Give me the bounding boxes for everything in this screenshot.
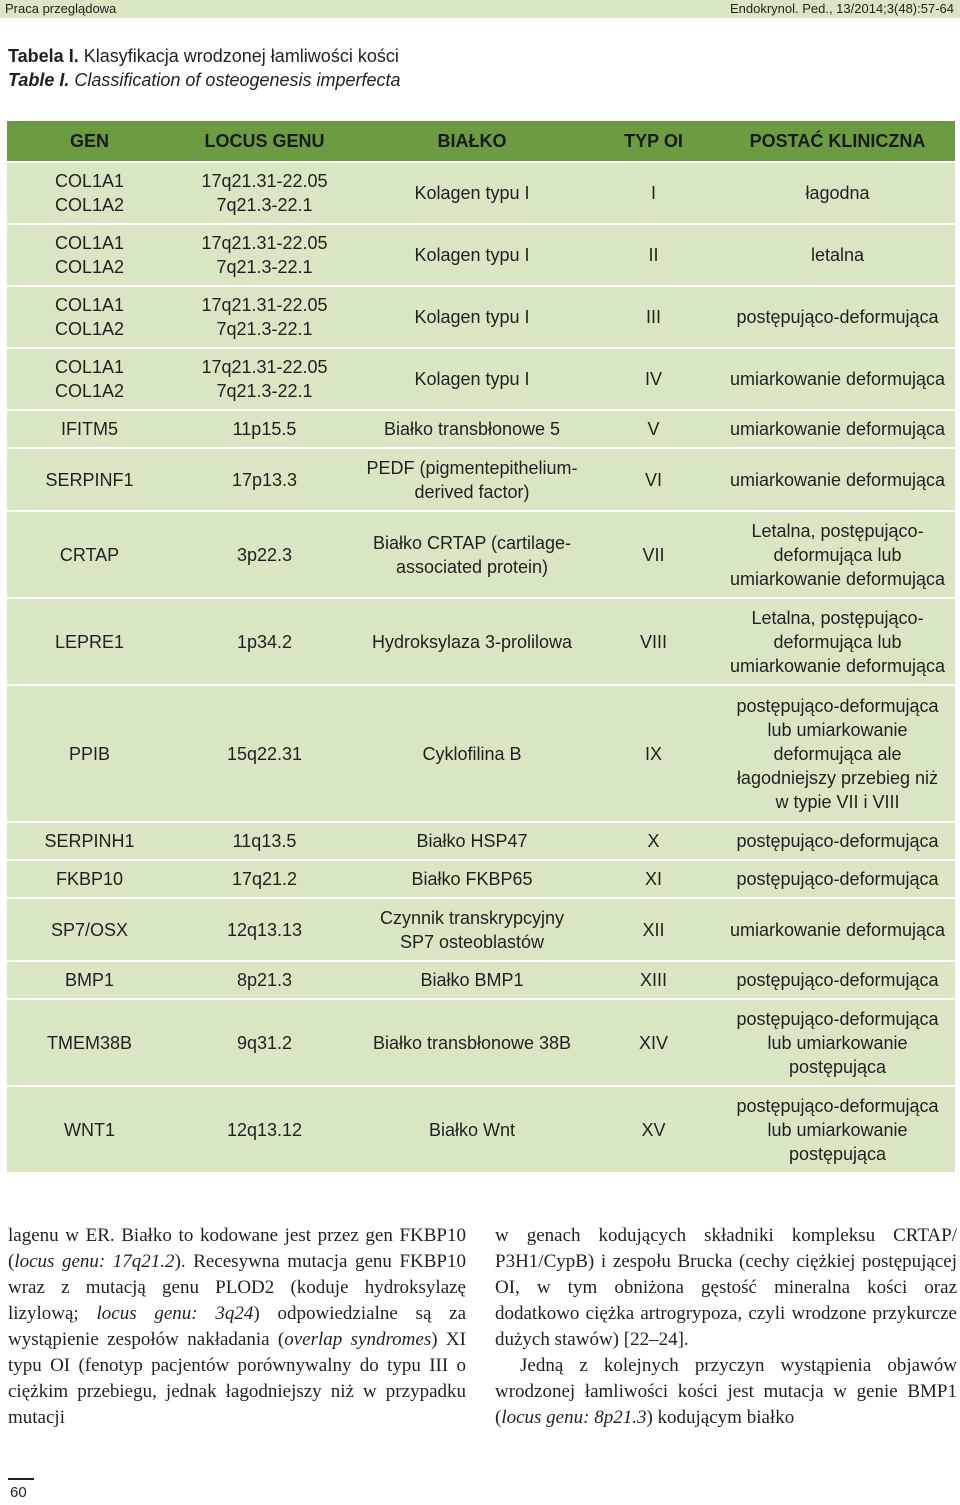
table-row <box>7 598 955 685</box>
table-row <box>7 860 955 898</box>
cell-line: Białko transbłonowe 38B <box>372 1032 572 1053</box>
cell-line: lub umiarkowanie <box>767 719 908 740</box>
cell-line: 17q21.31-22.05 <box>201 295 328 315</box>
cell-oi-type: III <box>587 286 720 348</box>
cell-line: derived factor) <box>414 481 530 502</box>
cell-locus <box>172 511 357 598</box>
paragraph: lagenu w ER. Białko to kodowane jest przez gen FKBP10 (locus genu: 17q21.2). Recesywna mutacja genu FKBP10 wraz z mutacją genu PLOD2 (koduje hydroksylazę lizylową; locus genu: 3q24) odpowiedzialne są za wystąpienie zespołów nakładania (overlap syndromes) XI typu OI (fenotyp pacjentów porównywalny do typu III o ciężkim przebiegu, jednak łagodniejszy niż w przypadku mutacji <box>8 1225 467 1428</box>
cell-gene <box>7 348 172 410</box>
cell-line: letalna <box>810 245 865 265</box>
cell-line: postępująco-deformująca <box>736 970 939 990</box>
header-clinical-form: POSTAĆ KLINICZNA <box>720 121 955 162</box>
table-row <box>7 348 955 410</box>
paragraph: w genach kodujących składniki kompleksu CRTAP/ P3H1/CypB) i zespołu Brucka (cechy ciężkiej postępującej OI, w tym obniżona gęstość mineralna kości oraz dodatkowo ciężka artrogrypoza, czyli wrodzone przykurcze dużych stawów) [22–24]. <box>495 1225 957 1350</box>
cell-line: 17q21.31-22.05 <box>201 357 328 377</box>
cell-protein <box>357 162 587 224</box>
cell-locus <box>172 1086 357 1173</box>
cell-protein <box>357 224 587 286</box>
cell-line: umiarkowanie deformująca <box>729 655 946 676</box>
cell-line: 12q13.13 <box>226 919 303 940</box>
cell-protein <box>357 999 587 1086</box>
cell-oi-type: IV <box>587 348 720 410</box>
cell-line: WNT1 <box>64 1119 115 1140</box>
cell-locus <box>172 898 357 961</box>
cell-line: Kolagen typu I <box>414 369 530 389</box>
cell-gene <box>7 898 172 961</box>
cell-line: postępująco-deformująca <box>736 869 939 889</box>
cell-clinical-form <box>720 999 955 1086</box>
cell-protein <box>357 410 587 448</box>
cell-clinical-form <box>720 898 955 961</box>
cell-line: PPIB <box>68 743 111 764</box>
table-row <box>7 898 955 961</box>
cell-line: SERPINF1 <box>45 469 134 490</box>
cell-line: 7q21.3-22.1 <box>216 319 313 339</box>
cell-gene <box>7 410 172 448</box>
classification-table <box>7 121 955 1174</box>
cell-line: 7q21.3-22.1 <box>216 195 313 215</box>
cell-protein <box>357 860 587 898</box>
cell-line: umiarkowanie deformująca <box>729 469 946 490</box>
cell-line: Białko BMP1 <box>420 970 524 990</box>
table-row <box>7 410 955 448</box>
cell-oi-type: VI <box>587 448 720 511</box>
cell-gene <box>7 598 172 685</box>
table-row <box>7 999 955 1086</box>
cell-line: 11p15.5 <box>232 419 297 439</box>
cell-line: SERPINH1 <box>44 831 135 851</box>
cell-line: TMEM38B <box>46 1032 133 1053</box>
cell-clinical-form <box>720 961 955 999</box>
cell-gene <box>7 685 172 822</box>
cell-locus <box>172 448 357 511</box>
journal-reference: Endokrynol. Ped., 13/2014;3(48):57-64 <box>729 1 954 16</box>
cell-line: COL1A2 <box>54 319 125 339</box>
cell-line: Hydroksylaza 3-prolilowa <box>371 631 573 652</box>
cell-line: SP7 osteoblastów <box>399 931 545 952</box>
cell-line: Kolagen typu I <box>414 183 530 203</box>
cell-line: deformująca ale <box>773 743 902 764</box>
paragraph: Jedną z kolejnych przyczyn wystąpienia objawów wrodzonej łamliwości kości jest mutacja w genie BMP1 (locus genu: 8p21.3) kodującym białko <box>495 1355 957 1428</box>
table-row <box>7 961 955 999</box>
cell-protein <box>357 898 587 961</box>
cell-line: 8p21.3 <box>236 970 293 990</box>
cell-clinical-form <box>720 448 955 511</box>
table-row <box>7 162 955 224</box>
cell-line: FKBP10 <box>55 869 124 889</box>
cell-line: COL1A1 <box>54 357 125 377</box>
cell-oi-type: IX <box>587 685 720 822</box>
page-number: 60 <box>10 1484 27 1501</box>
cell-line: Białko Wnt <box>428 1119 516 1140</box>
cell-line: Białko transbłonowe 5 <box>383 419 561 439</box>
cell-line: 12q13.12 <box>226 1119 303 1140</box>
cell-oi-type: V <box>587 410 720 448</box>
cell-gene <box>7 224 172 286</box>
table-row <box>7 822 955 860</box>
cell-oi-type: XV <box>587 1086 720 1173</box>
cell-clinical-form <box>720 410 955 448</box>
cell-line: deformująca lub <box>773 544 902 565</box>
table-caption-polish <box>8 46 399 67</box>
cell-gene <box>7 162 172 224</box>
cell-gene <box>7 860 172 898</box>
cell-clinical-form <box>720 860 955 898</box>
cell-line: Kolagen typu I <box>414 245 530 265</box>
cell-protein <box>357 598 587 685</box>
header-locus: LOCUS GENU <box>172 121 357 162</box>
table-row <box>7 685 955 822</box>
cell-locus <box>172 822 357 860</box>
table-row <box>7 511 955 598</box>
cell-oi-type: XIII <box>587 961 720 999</box>
cell-oi-type: XI <box>587 860 720 898</box>
cell-clinical-form <box>720 511 955 598</box>
table-header-row <box>7 121 955 162</box>
cell-locus <box>172 286 357 348</box>
cell-locus <box>172 685 357 822</box>
cell-gene <box>7 448 172 511</box>
cell-protein <box>357 961 587 999</box>
cell-line: w typie VII i VIII <box>775 791 900 812</box>
cell-line: Kolagen typu I <box>414 307 530 327</box>
cell-protein <box>357 286 587 348</box>
header-gen: GEN <box>7 121 172 162</box>
cell-line: LEPRE1 <box>54 631 125 652</box>
cell-clinical-form <box>720 598 955 685</box>
cell-gene <box>7 999 172 1086</box>
cell-line: COL1A1 <box>54 171 125 191</box>
cell-line: 17q21.31-22.05 <box>201 233 328 253</box>
table-row <box>7 224 955 286</box>
cell-line: 1p34.2 <box>236 631 293 652</box>
cell-oi-type: I <box>587 162 720 224</box>
table-row <box>7 448 955 511</box>
cell-line: Białko FKBP65 <box>411 869 533 889</box>
cell-line: PEDF (pigmentepithelium- <box>366 457 578 478</box>
cell-gene <box>7 961 172 999</box>
body-column-right <box>495 1223 957 1431</box>
cell-line: 11q13.5 <box>232 831 297 851</box>
cell-line: 9q31.2 <box>236 1032 293 1053</box>
cell-locus <box>172 598 357 685</box>
cell-line: umiarkowanie deformująca <box>729 369 946 389</box>
table-row <box>7 286 955 348</box>
cell-line: umiarkowanie deformująca <box>729 419 946 439</box>
cell-protein <box>357 822 587 860</box>
caption-label-en: Table I. <box>8 70 70 90</box>
cell-line: Cyklofilina B <box>422 743 522 764</box>
cell-line: 7q21.3-22.1 <box>216 381 313 401</box>
caption-text-en: Classification of osteogenesis imperfecta <box>74 70 401 90</box>
cell-line: Letalna, postępująco- <box>751 520 924 541</box>
cell-line: associated protein) <box>395 556 549 577</box>
cell-oi-type: II <box>587 224 720 286</box>
header-protein: BIAŁKO <box>357 121 587 162</box>
cell-line: Letalna, postępująco- <box>751 607 924 628</box>
body-column-left <box>8 1223 466 1431</box>
cell-line: IFITM5 <box>61 419 118 439</box>
cell-oi-type: VII <box>587 511 720 598</box>
cell-line: postępująco-deformująca <box>736 1095 939 1116</box>
cell-oi-type: XII <box>587 898 720 961</box>
cell-line: lub umiarkowanie <box>767 1119 908 1140</box>
cell-line: 17q21.31-22.05 <box>201 171 328 191</box>
cell-protein <box>357 348 587 410</box>
cell-gene <box>7 286 172 348</box>
cell-gene <box>7 1086 172 1173</box>
cell-line: CRTAP <box>59 544 120 565</box>
header-oi-type: TYP OI <box>587 121 720 162</box>
cell-locus <box>172 348 357 410</box>
cell-clinical-form <box>720 224 955 286</box>
table-body <box>7 162 955 1173</box>
cell-line: postępująco-deformująca <box>736 831 939 851</box>
cell-line: postępująca <box>788 1143 887 1164</box>
cell-protein <box>357 448 587 511</box>
cell-line: 15q22.31 <box>226 743 303 764</box>
cell-locus <box>172 162 357 224</box>
cell-protein <box>357 685 587 822</box>
cell-line: COL1A1 <box>54 233 125 253</box>
table-row <box>7 1086 955 1173</box>
cell-line: 17p13.3 <box>231 469 298 490</box>
cell-line: COL1A1 <box>54 295 125 315</box>
cell-clinical-form <box>720 822 955 860</box>
caption-label-pl: Tabela I. <box>8 46 79 66</box>
cell-clinical-form <box>720 685 955 822</box>
cell-line: postępująco-deformująca <box>736 1008 939 1029</box>
cell-locus <box>172 961 357 999</box>
cell-line: postępująca <box>788 1056 887 1077</box>
section-label: Praca przeglądowa <box>5 1 117 16</box>
cell-gene <box>7 511 172 598</box>
cell-line: łagodna <box>805 183 870 203</box>
cell-protein <box>357 511 587 598</box>
cell-line: lub umiarkowanie <box>767 1032 908 1053</box>
cell-gene <box>7 822 172 860</box>
cell-line: deformująca lub <box>773 631 902 652</box>
cell-line: COL1A2 <box>54 195 125 215</box>
cell-oi-type: VIII <box>587 598 720 685</box>
cell-line: SP7/OSX <box>50 919 129 940</box>
cell-clinical-form <box>720 286 955 348</box>
running-header <box>0 0 960 18</box>
cell-locus <box>172 410 357 448</box>
cell-locus <box>172 999 357 1086</box>
cell-line: BMP1 <box>64 970 115 990</box>
cell-line: łagodniejszy przebieg niż <box>736 767 939 788</box>
footer-rule <box>8 1478 34 1480</box>
cell-line: 3p22.3 <box>236 544 293 565</box>
cell-line: 17q21.2 <box>231 869 298 889</box>
cell-locus <box>172 860 357 898</box>
cell-line: umiarkowanie deformująca <box>729 568 946 589</box>
cell-line: Białko CRTAP (cartilage- <box>372 532 572 553</box>
cell-locus <box>172 224 357 286</box>
caption-text-pl: Klasyfikacja wrodzonej łamliwości kości <box>83 46 399 66</box>
cell-line: COL1A2 <box>54 257 125 277</box>
table-caption-english <box>8 70 401 91</box>
cell-clinical-form <box>720 1086 955 1173</box>
cell-line: umiarkowanie deformująca <box>729 919 946 940</box>
cell-line: postępująco-deformująca <box>736 307 939 327</box>
cell-oi-type: XIV <box>587 999 720 1086</box>
cell-oi-type: X <box>587 822 720 860</box>
cell-clinical-form <box>720 348 955 410</box>
cell-line: Czynnik transkrypcyjny <box>379 907 565 928</box>
cell-line: 7q21.3-22.1 <box>216 257 313 277</box>
cell-clinical-form <box>720 162 955 224</box>
cell-line: Białko HSP47 <box>416 831 528 851</box>
cell-protein <box>357 1086 587 1173</box>
cell-line: postępująco-deformująca <box>736 695 939 716</box>
cell-line: COL1A2 <box>54 381 125 401</box>
